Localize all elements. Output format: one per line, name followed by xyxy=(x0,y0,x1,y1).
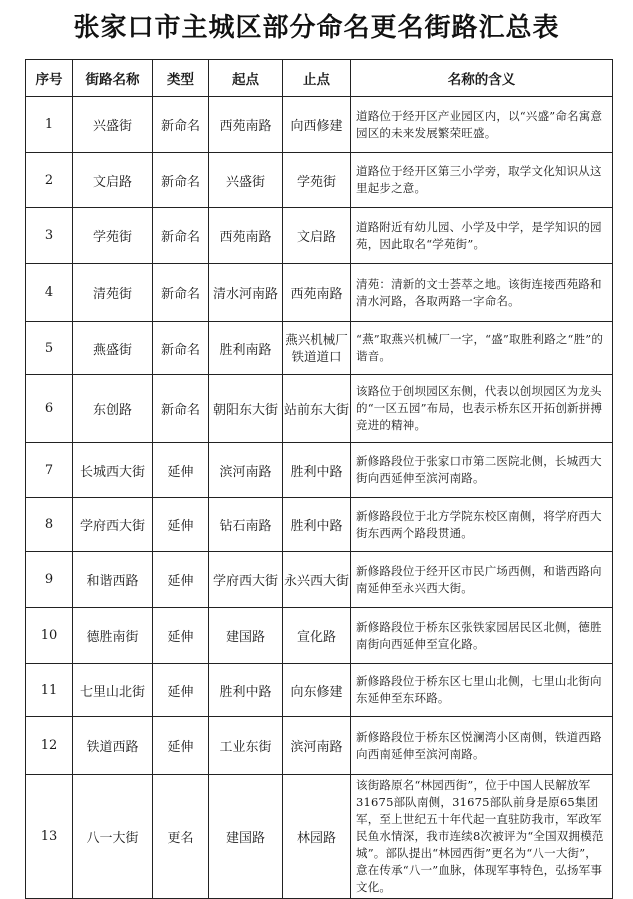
street-naming-table xyxy=(25,59,613,899)
table-row xyxy=(26,97,613,153)
name-meaning: 新修路段位于北方学院东校区南侧，将学府西大街东西两个路段贯通。 xyxy=(351,498,613,552)
end-point: 胜利中路 xyxy=(283,443,351,498)
header-name: 街路名称 xyxy=(73,60,153,97)
end-point: 西苑南路 xyxy=(283,264,351,322)
row-number: 10 xyxy=(26,608,73,664)
end-point: 学苑街 xyxy=(283,153,351,208)
end-point: 站前东大街 xyxy=(283,375,351,443)
end-point: 林园路 xyxy=(283,775,351,899)
table-row xyxy=(26,498,613,552)
start-point: 胜利南路 xyxy=(209,322,283,375)
end-point: 文启路 xyxy=(283,208,351,264)
table-row xyxy=(26,717,613,775)
name-meaning: 新修路段位于张家口市第二医院北侧，长城西大街向西延伸至滨河南路。 xyxy=(351,443,613,498)
start-point: 胜利中路 xyxy=(209,664,283,717)
street-name: 铁道西路 xyxy=(73,717,153,775)
table-row xyxy=(26,375,613,443)
start-point: 建国路 xyxy=(209,775,283,899)
row-number: 6 xyxy=(26,375,73,443)
row-number: 3 xyxy=(26,208,73,264)
street-name: 文启路 xyxy=(73,153,153,208)
table-row xyxy=(26,322,613,375)
name-meaning: 新修路段位于桥东区悦澜湾小区南侧，铁道西路向西南延伸至滨河南路。 xyxy=(351,717,613,775)
naming-type: 更名 xyxy=(153,775,209,899)
row-number: 13 xyxy=(26,775,73,899)
row-number: 7 xyxy=(26,443,73,498)
name-meaning: 该路位于创坝园区东侧，代表以创坝园区为龙头的“一区五园”布局，也表示桥东区开拓创新拼搏竞进的精神。 xyxy=(351,375,613,443)
table-row xyxy=(26,608,613,664)
street-name: 长城西大街 xyxy=(73,443,153,498)
name-meaning: 新修路段位于经开区市民广场西侧，和谐西路向南延伸至永兴西大街。 xyxy=(351,552,613,608)
start-point: 西苑南路 xyxy=(209,97,283,153)
street-name: 清苑街 xyxy=(73,264,153,322)
start-point: 建国路 xyxy=(209,608,283,664)
start-point: 兴盛街 xyxy=(209,153,283,208)
row-number: 9 xyxy=(26,552,73,608)
name-meaning: “燕”取燕兴机械厂一字，“盛”取胜利路之“胜”的谐音。 xyxy=(351,322,613,375)
naming-type: 新命名 xyxy=(153,322,209,375)
table-row xyxy=(26,153,613,208)
start-point: 朝阳东大街 xyxy=(209,375,283,443)
naming-type: 延伸 xyxy=(153,498,209,552)
row-number: 1 xyxy=(26,97,73,153)
end-point: 滨河南路 xyxy=(283,717,351,775)
header-meaning: 名称的含义 xyxy=(351,60,613,97)
row-number: 2 xyxy=(26,153,73,208)
row-number: 11 xyxy=(26,664,73,717)
start-point: 清水河南路 xyxy=(209,264,283,322)
end-point: 永兴西大街 xyxy=(283,552,351,608)
start-point: 钻石南路 xyxy=(209,498,283,552)
naming-type: 延伸 xyxy=(153,664,209,717)
header-type: 类型 xyxy=(153,60,209,97)
street-name: 学苑街 xyxy=(73,208,153,264)
street-name: 兴盛街 xyxy=(73,97,153,153)
naming-type: 延伸 xyxy=(153,552,209,608)
name-meaning: 道路位于经开区产业园区内，以“兴盛”命名寓意园区的未来发展繁荣旺盛。 xyxy=(351,97,613,153)
end-point: 燕兴机械厂铁道道口 xyxy=(283,322,351,375)
name-meaning: 道路位于经开区第三小学旁，取学文化知识从这里起步之意。 xyxy=(351,153,613,208)
header-end: 止点 xyxy=(283,60,351,97)
street-name: 七里山北街 xyxy=(73,664,153,717)
street-name: 德胜南街 xyxy=(73,608,153,664)
street-name: 东创路 xyxy=(73,375,153,443)
table-row xyxy=(26,264,613,322)
naming-type: 新命名 xyxy=(153,153,209,208)
name-meaning: 清苑：清新的文士荟萃之地。该街连接西苑路和清水河路，各取两路一字命名。 xyxy=(351,264,613,322)
name-meaning: 新修路段位于桥东区张铁家园居民区北侧，德胜南街向西延伸至宣化路。 xyxy=(351,608,613,664)
row-number: 8 xyxy=(26,498,73,552)
header-start: 起点 xyxy=(209,60,283,97)
naming-type: 新命名 xyxy=(153,97,209,153)
header-no: 序号 xyxy=(26,60,73,97)
naming-type: 延伸 xyxy=(153,717,209,775)
row-number: 4 xyxy=(26,264,73,322)
name-meaning: 道路附近有幼儿园、小学及中学，是学知识的园苑，因此取名“学苑街”。 xyxy=(351,208,613,264)
start-point: 学府西大街 xyxy=(209,552,283,608)
start-point: 西苑南路 xyxy=(209,208,283,264)
street-name: 燕盛街 xyxy=(73,322,153,375)
row-number: 12 xyxy=(26,717,73,775)
street-name: 学府西大街 xyxy=(73,498,153,552)
start-point: 滨河南路 xyxy=(209,443,283,498)
page-title: 张家口市主城区部分命名更名街路汇总表 xyxy=(73,13,560,43)
table-row xyxy=(26,208,613,264)
end-point: 向西修建 xyxy=(283,97,351,153)
naming-type: 延伸 xyxy=(153,608,209,664)
table-row xyxy=(26,552,613,608)
table-row xyxy=(26,775,613,899)
row-number: 5 xyxy=(26,322,73,375)
naming-type: 新命名 xyxy=(153,375,209,443)
naming-type: 新命名 xyxy=(153,208,209,264)
end-point: 宣化路 xyxy=(283,608,351,664)
end-point: 向东修建 xyxy=(283,664,351,717)
naming-type: 延伸 xyxy=(153,443,209,498)
end-point: 胜利中路 xyxy=(283,498,351,552)
table-row xyxy=(26,443,613,498)
table-header-row xyxy=(26,60,613,97)
naming-type: 新命名 xyxy=(153,264,209,322)
name-meaning: 新修路段位于桥东区七里山北侧，七里山北街向东延伸至东环路。 xyxy=(351,664,613,717)
street-name: 八一大街 xyxy=(73,775,153,899)
street-name: 和谐西路 xyxy=(73,552,153,608)
start-point: 工业东街 xyxy=(209,717,283,775)
name-meaning: 该街路原名“林园西街”，位于中国人民解放军31675部队南侧，31675部队前身是原65集团军，至上世纪五十年代起一直驻防我市，军政军民鱼水情深，我市连续8次被评为“全国双拥模范城”。部队提出“林园西街”更名为“八一大街”，意在传承“八一”血脉，体现军事特色，弘扬军事文化。 xyxy=(351,775,613,899)
table-row xyxy=(26,664,613,717)
